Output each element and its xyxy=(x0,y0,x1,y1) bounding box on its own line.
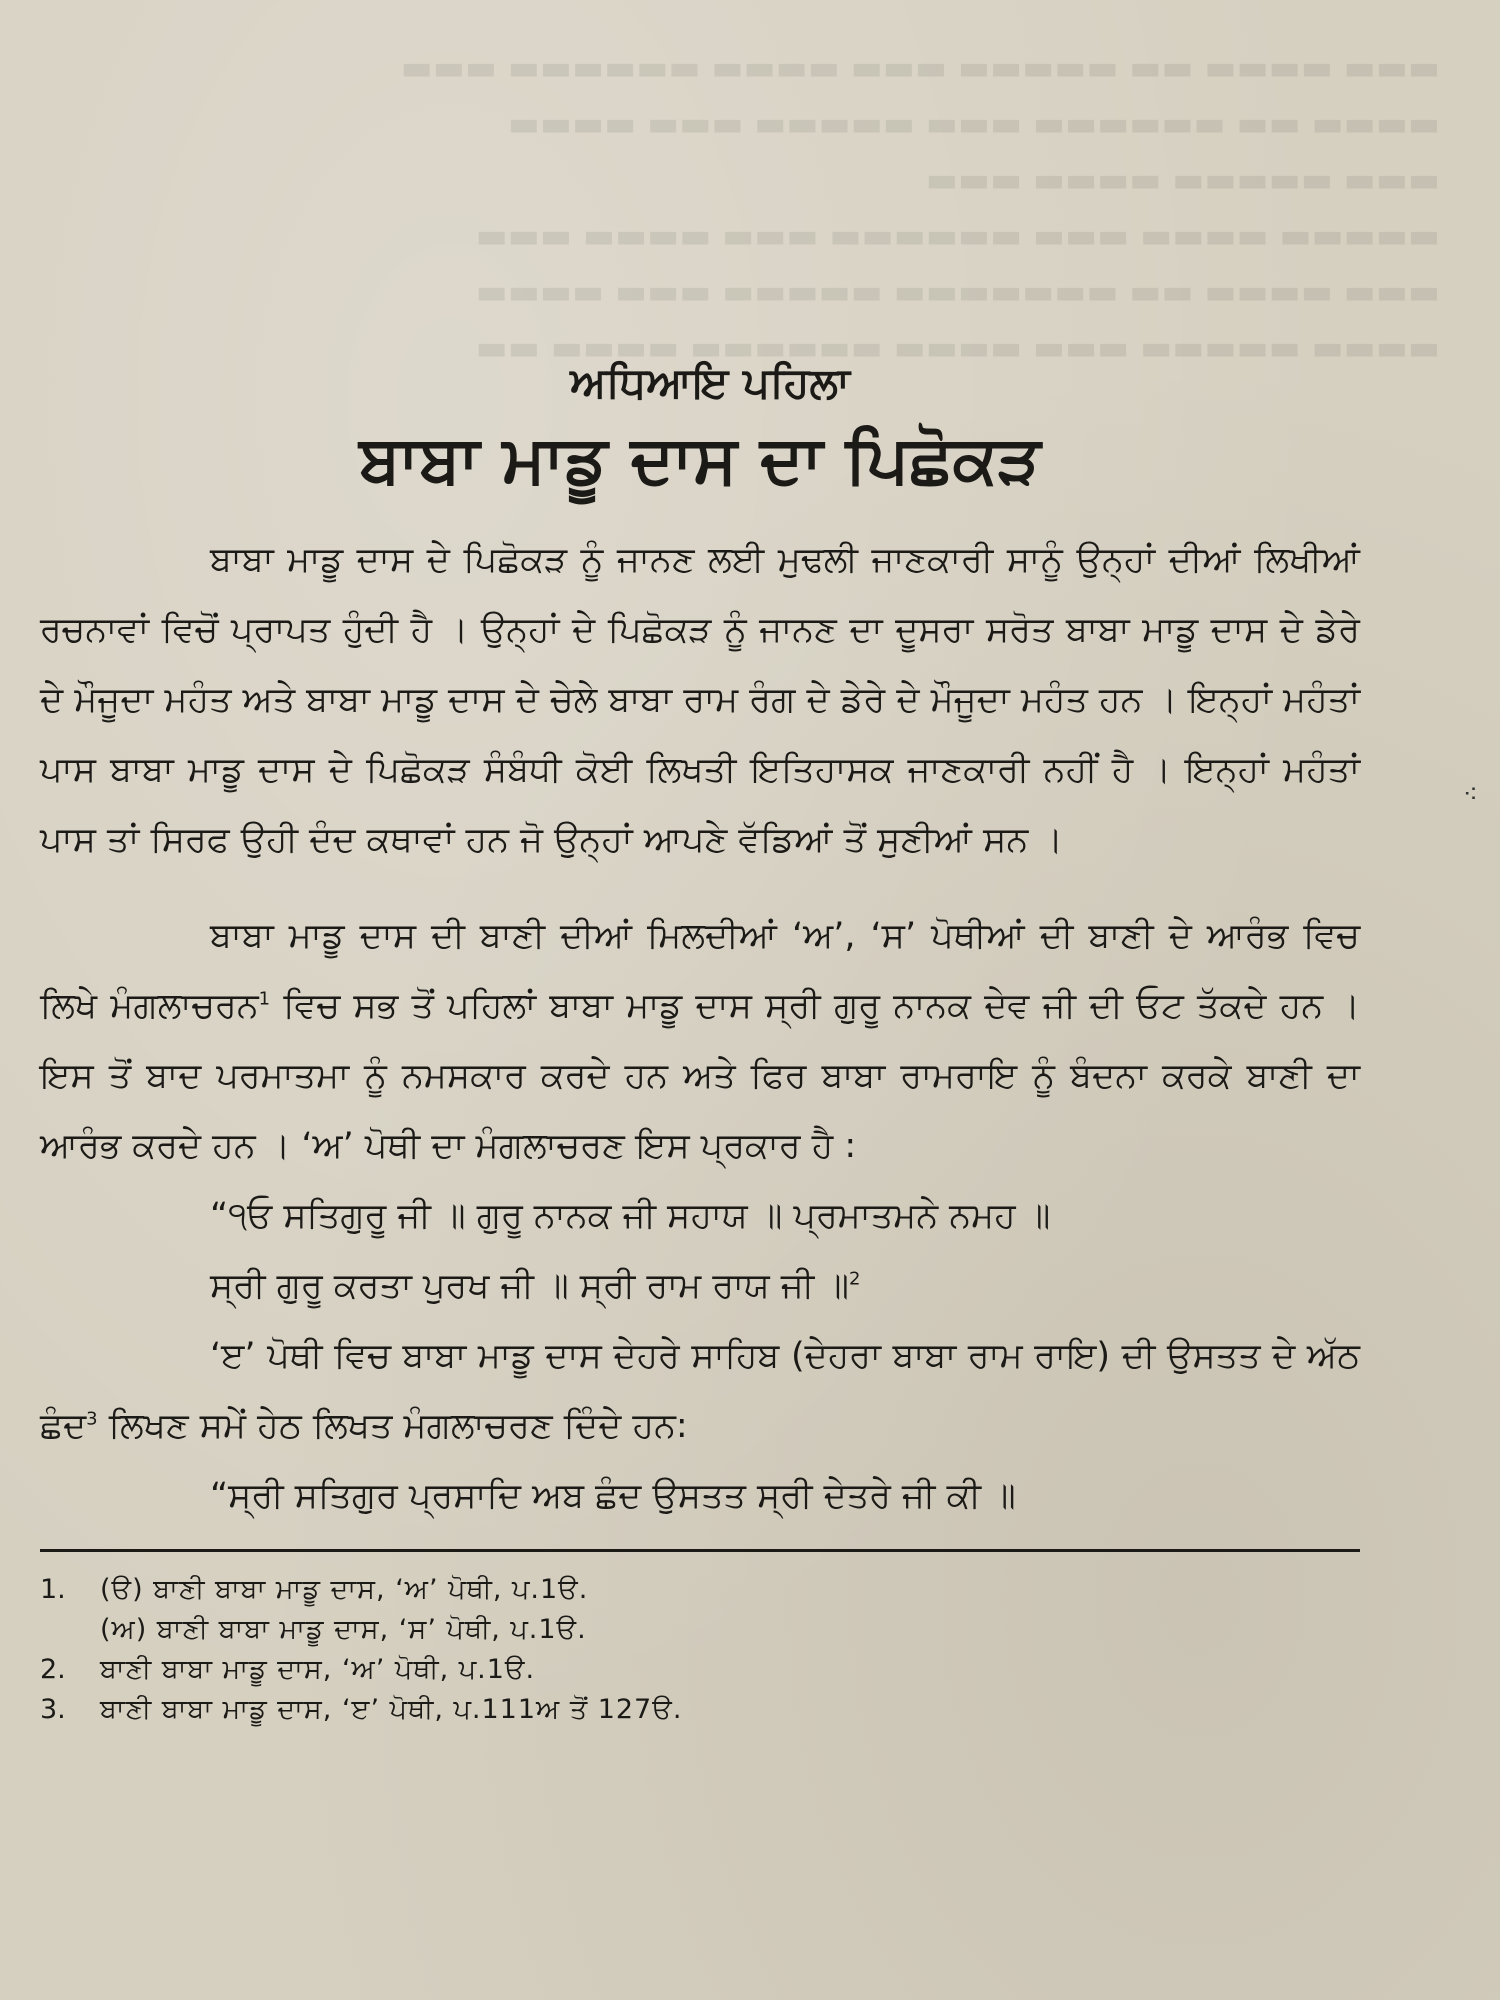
footnote-text: (ੳ) ਬਾਣੀ ਬਾਬਾ ਮਾਡੂ ਦਾਸ, ‘ਅ’ ਪੋਥੀ, ਪ.1ੳ. xyxy=(100,1574,589,1605)
chapter-title: ਬਾਬਾ ਮਾਡੂ ਦਾਸ ਦਾ ਪਿਛੋਕੜ xyxy=(359,421,1041,498)
bleed-through-texture: ▬▬▬ ▬▬▬▬ ▬▬ ▬▬▬▬▬ ▬▬▬ ▬▬▬▬ ▬▬▬▬▬▬ ▬▬▬ ▬▬▬▬ ▬▬ ▬▬▬▬▬▬ ▬▬▬ ▬▬▬▬▬ ▬▬▬ ▬▬▬▬ ▬▬▬ ▬▬▬▬▬ ▬▬▬▬ ▬▬▬ ▬▬▬▬▬ ▬▬▬▬ ▬▬▬ ▬▬▬▬▬▬ ▬▬▬ ▬▬▬▬ ▬▬▬ ▬▬▬ ▬▬▬▬ ▬▬ ▬▬▬▬▬▬▬ ▬▬▬▬▬ ▬▬▬ ▬▬▬▬ ▬▬▬▬ ▬▬▬▬▬ ▬▬▬ ▬▬▬▬ ▬▬▬▬▬▬ ▬▬▬▬ ▬▬ xyxy=(400,48,1440,368)
footnote-item xyxy=(40,1690,1360,1730)
footnote-number: 2. xyxy=(40,1654,66,1685)
paragraph-1 xyxy=(40,525,1360,875)
paragraph-2-text-a: ਬਾਬਾ ਮਾਡੂ ਦਾਸ ਦੀ ਬਾਣੀ ਦੀਆਂ ਮਿਲਦੀਆਂ ‘ਅ’, ‘ਸ’ ਪੋਥੀਆਂ ਦੀ ਬਾਣੀ ਦੇ ਆਰੰਭ ਵਿਚ ਲਿਖੇ ਮੰਗਲਾਚਰਨ xyxy=(40,916,1360,1026)
footnote-ref-3: 3 xyxy=(86,1408,98,1430)
footnote-number: 1. xyxy=(40,1574,66,1605)
footnote-number xyxy=(40,1610,100,1650)
paragraph-3 xyxy=(40,1321,1360,1461)
chapter-label: ਅਧਿਆਇ ਪਹਿਲਾ xyxy=(570,358,850,407)
footnote-ref-1: 1 xyxy=(258,988,271,1010)
footnote-number: 3. xyxy=(40,1694,66,1725)
footnote-item xyxy=(40,1650,1360,1690)
quote-1-line-1: “੧ਓ ਸਤਿਗੁਰੂ ਜੀ ॥ ਗੁਰੂ ਨਾਨਕ ਜੀ ਸਹਾਯ ॥ ਪ੍ਰਮਾਤਮਨੇ ਨਮਹ ॥ xyxy=(210,1196,1051,1236)
quote-1-line-2 xyxy=(40,1251,1360,1321)
edge-speck: ⁖ xyxy=(1462,780,1478,810)
quote-2: “ਸ੍ਰੀ ਸਤਿਗੁਰ ਪ੍ਰਸਾਦਿ ਅਬ ਛੰਦ ਉਸਤਤ ਸ੍ਰੀ ਦੇਤਰੇ ਜੀ ਕੀ ॥ xyxy=(210,1476,1016,1516)
footnote-divider xyxy=(40,1549,1360,1552)
paragraph-1-text: ਬਾਬਾ ਮਾਡੂ ਦਾਸ ਦੇ ਪਿਛੋਕੜ ਨੂੰ ਜਾਨਣ ਲਈ ਮੁਢਲੀ ਜਾਣਕਾਰੀ ਸਾਨੂੰ ਉਨ੍ਹਾਂ ਦੀਆਂ ਲਿਖੀਆਂ ਰਚਨਾਵਾਂ ਵਿਚੋਂ ਪ੍ਰਾਪਤ ਹੁੰਦੀ ਹੈ । ਉਨ੍ਹਾਂ ਦੇ ਪਿਛੋਕੜ ਨੂੰ ਜਾਨਣ ਦਾ ਦੂਸਰਾ ਸਰੋਤ ਬਾਬਾ ਮਾਡੂ ਦਾਸ ਦੇ ਡੇਰੇ ਦੇ ਮੌਜੂਦਾ ਮਹੰਤ ਅਤੇ ਬਾਬਾ ਮਾਡੂ ਦਾਸ ਦੇ ਚੇਲੇ ਬਾਬਾ ਰਾਮ ਰੰਗ ਦੇ ਡੇਰੇ ਦੇ ਮੌਜੂਦਾ ਮਹੰਤ ਹਨ । ਇਨ੍ਹਾਂ ਮਹੰਤਾਂ ਪਾਸ ਬਾਬਾ ਮਾਡੂ ਦਾਸ ਦੇ ਪਿਛੋਕੜ ਸੰਬੰਧੀ ਕੋਈ ਲਿਖਤੀ ਇਤਿਹਾਸਕ ਜਾਣਕਾਰੀ ਨਹੀਂ ਹੈ । ਇਨ੍ਹਾਂ ਮਹੰਤਾਂ ਪਾਸ ਤਾਂ ਸਿਰਫ ਉਹੀ ਦੰਦ ਕਥਾਵਾਂ ਹਨ ਜੋ ਉਨ੍ਹਾਂ ਆਪਣੇ ਵੱਡਿਆਂ ਤੋਂ ਸੁਣੀਆਂ ਸਨ । xyxy=(40,540,1360,860)
paragraph-3-text-b: ਲਿਖਣ ਸਮੇਂ ਹੇਠ ਲਿਖਤ ਮੰਗਲਾਚਰਣ ਦਿੰਦੇ ਹਨ: xyxy=(97,1406,688,1446)
footnotes xyxy=(40,1570,1360,1730)
footnote-text: ਬਾਣੀ ਬਾਬਾ ਮਾਡੂ ਦਾਸ, ‘ਅ’ ਪੋਥੀ, ਪ.1ੳ. xyxy=(100,1654,536,1685)
paragraph-3-text-a: ‘ੲ’ ਪੋਥੀ ਵਿਚ ਬਾਬਾ ਮਾਡੂ ਦਾਸ ਦੇਹਰੇ ਸਾਹਿਬ (ਦੇਹਰਾ ਬਾਬਾ ਰਾਮ ਰਾਇ) ਦੀ ਉਸਤਤ ਦੇ ਅੱਠ ਛੰਦ xyxy=(40,1336,1360,1446)
paragraph-2-text-b: ਵਿਚ ਸਭ ਤੋਂ ਪਹਿਲਾਂ ਬਾਬਾ ਮਾਡੂ ਦਾਸ ਸ੍ਰੀ ਗੁਰੂ ਨਾਨਕ ਦੇਵ ਜੀ ਦੀ ਓਟ ਤੱਕਦੇ ਹਨ । ਇਸ ਤੋਂ ਬਾਦ ਪਰਮਾਤਮਾ ਨੂੰ ਨਮਸਕਾਰ ਕਰਦੇ ਹਨ ਅਤੇ ਫਿਰ ਬਾਬਾ ਰਾਮਰਾਇ ਨੂੰ ਬੰਦਨਾ ਕਰਕੇ ਬਾਣੀ ਦਾ ਆਰੰਭ ਕਰਦੇ ਹਨ । ‘ਅ’ ਪੋਥੀ ਦਾ ਮੰਗਲਾਚਰਣ ਇਸ ਪ੍ਰਕਾਰ ਹੈ : xyxy=(40,986,1360,1166)
footnote-text: (ਅ) ਬਾਣੀ ਬਾਬਾ ਮਾਡੂ ਦਾਸ, ‘ਸ’ ਪੋਥੀ, ਪ.1ੳ. xyxy=(100,1614,587,1645)
page-content xyxy=(40,355,1360,1730)
footnote-item xyxy=(40,1570,1360,1610)
footnote-ref-2: 2 xyxy=(848,1268,861,1290)
quote-1-line-2-text: ਸ੍ਰੀ ਗੁਰੂ ਕਰਤਾ ਪੁਰਖ ਜੀ ॥ ਸ੍ਰੀ ਰਾਮ ਰਾਯ ਜੀ ॥ xyxy=(210,1266,849,1306)
paragraph-2 xyxy=(40,901,1360,1181)
footnote-item xyxy=(40,1610,1360,1650)
footnote-text: ਬਾਣੀ ਬਾਬਾ ਮਾਡੂ ਦਾਸ, ‘ੲ’ ਪੋਥੀ, ਪ.111ਅ ਤੋਂ 127ੳ. xyxy=(100,1694,683,1725)
